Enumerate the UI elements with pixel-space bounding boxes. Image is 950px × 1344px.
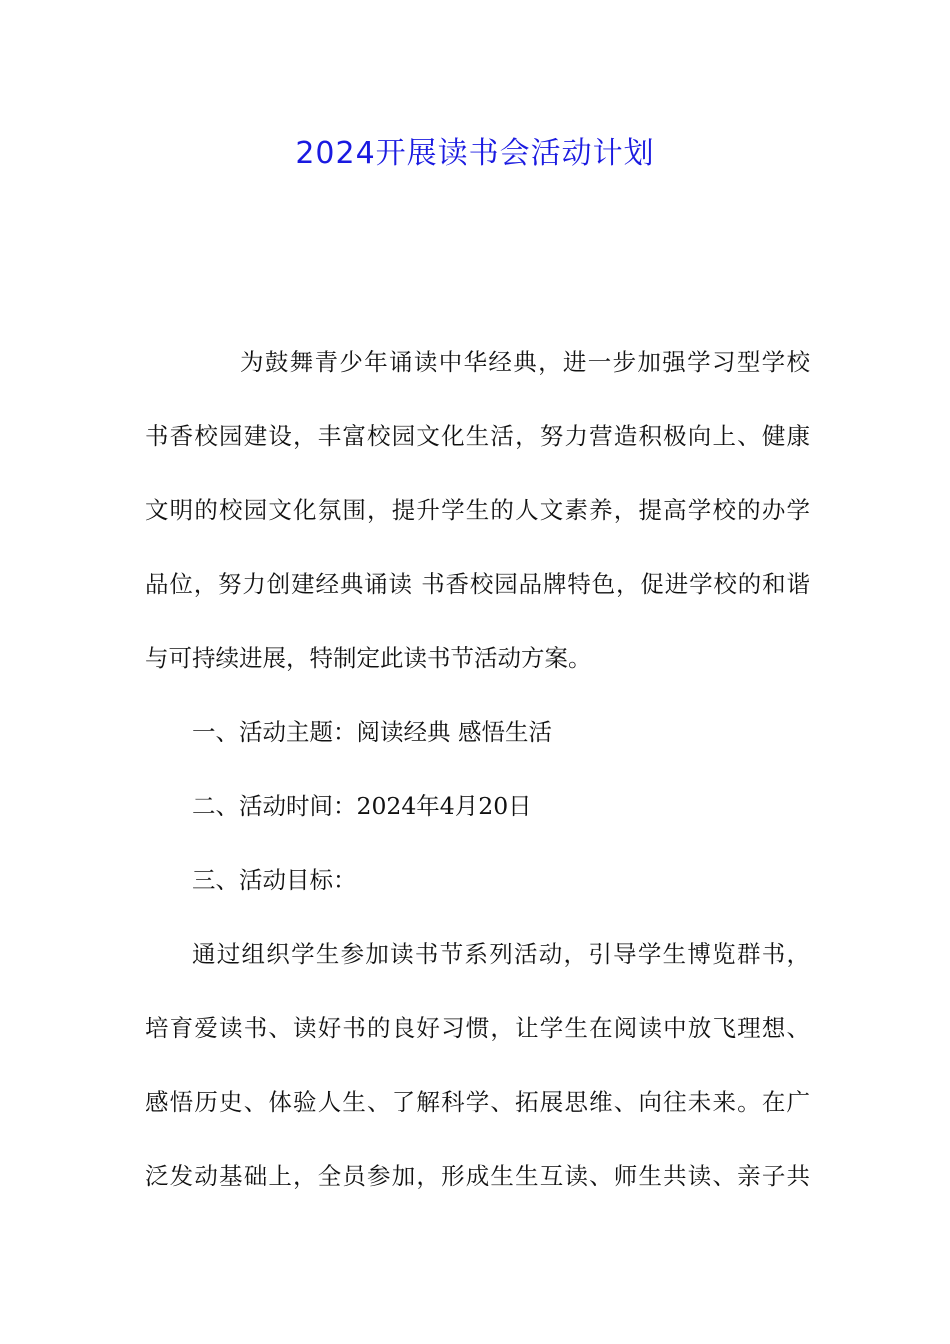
section-theme: 一、活动主题：阅读经典 感悟生活: [192, 718, 552, 746]
section-time: 二、活动时间：2024年4月20日: [192, 792, 532, 820]
goal-line: 通过组织学生参加读书节系列活动，引导学生博览群书，: [192, 940, 810, 968]
goal-line: 泛发动基础上，全员参加，形成生生互读、师生共读、亲子共: [145, 1162, 810, 1190]
section-goal: 三、活动目标：: [192, 866, 357, 894]
intro-line: 文明的校园文化氛围，提升学生的人文素养，提高学校的办学: [145, 496, 810, 524]
intro-line: 书香校园建设，丰富校园文化生活，努力营造积极向上、健康: [145, 422, 810, 450]
intro-line: 品位，努力创建经典诵读 书香校园品牌特色，促进学校的和谐: [145, 570, 810, 598]
goal-line: 培育爱读书、读好书的良好习惯，让学生在阅读中放飞理想、: [145, 1014, 810, 1042]
intro-line: 为鼓舞青少年诵读中华经典，进一步加强学习型学校: [240, 348, 810, 376]
goal-line: 感悟历史、体验人生、了解科学、拓展思维、向往未来。在广: [145, 1088, 810, 1116]
document-title: 2024开展读书会活动计划: [295, 136, 655, 171]
intro-line: 与可持续进展，特制定此读书节活动方案。: [145, 644, 592, 672]
